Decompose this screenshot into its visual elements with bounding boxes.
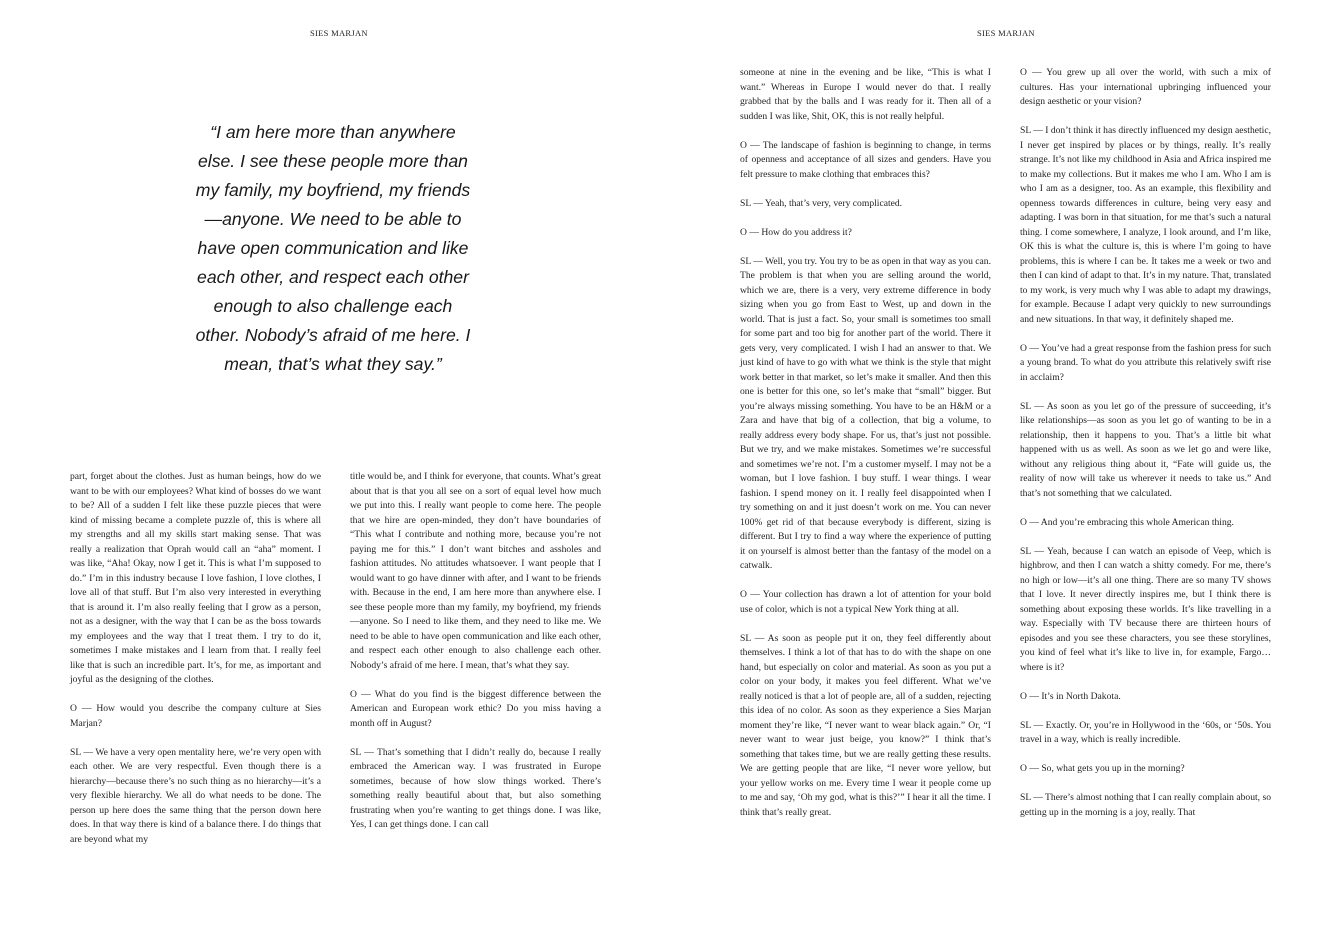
paragraph: O — How do you address it? xyxy=(740,226,852,238)
right-page xyxy=(670,0,1340,929)
running-head-right: SIES MARJAN xyxy=(977,28,1035,38)
paragraph: SL — As soon as people put it on, they feel differently about themselves. I think a lot of that has to do with the shape on one hand, but especially on color and material. As soon as you put a color on your body, it makes you feel different. What we’ve really noticed is that a lot of people are, all of a sudden, rejecting this idea of no color. As soon as they experience a Sies Marjan moment they’re like, “I never want to wear black again.” Or, “I never want to wear just beige, you know?” I think that’s something that takes time, but we are really getting these results. We are getting people that are like, “I never wore yellow, but your yellow works on me. Every time I wear it people come up to me and say, ‘Oh my god, what is this?’” I hear it all the time. I think that’s really great. xyxy=(740,632,991,818)
paragraph: O — So, what gets you up in the morning? xyxy=(1020,763,1185,774)
paragraph: SL — Well, you try. You try to be as open in that way as you can. The problem is that when you are selling around the world, which we are, there is a very, very extreme difference in body sizing when you go from East to West, up and down in the world. That is just a fact. So, your small is sometimes too small for some part and too big for another part of the world. There it gets very, very complicated. I wish I had an answer to that. We just kind of have to go with what we think is the style that might work better in that market, so let’s make it smaller. And then this one is better for this one, so let’s make that “small” bigger. But you’re always missing something. You have to be an H&M or a Zara and have that big of a collection, that big a volume, to really address every body shape. For us, that’s just not possible. But we try, and we make mistakes. Sometimes we’re successful and sometimes we’re not. I’m a customer myself. I may not be a woman, but I love fashion. I buy stuff. I wear things. I wear fashion. I spend money on it. I really feel disappointed when I try something on and it just doesn’t work on me. You can never 100% get rid of that because everybody is different, sizing is different. But I try to find a way where the experience of putting it on yourself is almost better than the fantasy of the model on a catwalk. xyxy=(740,255,991,571)
left-column-2 xyxy=(350,470,601,833)
left-column-1 xyxy=(70,470,321,847)
paragraph: SL — Exactly. Or, you’re in Hollywood in the ‘60s, or ‘50s. You travel in a way, which is really incredible. xyxy=(1020,719,1271,745)
paragraph: O — Your collection has drawn a lot of attention for your bold use of color, which is not a typical New York thing at all. xyxy=(740,589,991,615)
paragraph: O — And you’re embracing this whole American thing. xyxy=(1020,516,1234,528)
paragraph: SL — There’s almost nothing that I can really complain about, so getting up in the morning is a joy, really. That xyxy=(1020,792,1271,818)
paragraph: O — You grew up all over the world, with such a mix of cultures. Has your international upbringing influenced your design aesthetic or your vision? xyxy=(1020,67,1271,107)
paragraph: SL — Yeah, because I can watch an episode of Veep, which is highbrow, and then I can watch a shitty comedy. For me, there’s no high or low—it’s all one thing. There are so many TV shows that I love. It never directly inspires me, but I think there is something about exposing these worlds. It’s like travelling in a way. Especially with TV because there are thirteen hours of episodes and you see these characters, you see these storylines, you kind of feel what it’s like to live in, for example, Fargo…where is it? xyxy=(1020,545,1271,673)
paragraph: SL — Yeah, that’s very, very complicated. xyxy=(740,197,903,209)
paragraph: O — How would you describe the company culture at Sies Marjan? xyxy=(70,703,321,729)
paragraph: SL — As soon as you let go of the pressure of succeeding, it’s like relationships—as soon as you let go of wanting to be in a relationship, then it happens to you. That’s a little bit what happened with us as well. As soon as we let go and were like, without any religious thing about it, “Fate will guide us, the reality of now will take us wherever it needs to take us.” And that’s not something that we calculated. xyxy=(1020,400,1271,499)
paragraph: O — What do you find is the biggest difference between the American and European work ethic? Do you miss having a month off in August? xyxy=(350,688,601,729)
paragraph: O — The landscape of fashion is beginning to change, in terms of openness and acceptance of all sizes and genders. Have you felt pressure to make clothing that embraces this? xyxy=(740,139,991,180)
pull-quote: “I am here more than anywhere else. I see these people more than my family, my boyfriend, my friends—anyone. We need to be able to have open communication and like each other, and respect each other enough to also challenge each other. Nobody’s afraid of me here. I mean, that’s what they say.” xyxy=(195,122,471,374)
paragraph: title would be, and I think for everyone, that counts. What’s great about that is that you all see on a sort of equal level how much we put into this. I really want people to come here. The people that we hire are open-minded, they don’t have boundaries of “This what I contribute and nothing more, because you’re not paying me for this.” I don’t want bitches and assholes and fashion attitudes. No attitudes whatsoever. I want people that I would want to go have dinner with after, and I want to be friends with. Because in the end, I am here more than anywhere else. I see these people more than my family, my boyfriend, my friends—anyone. So I need to like them, and they need to like me. We need to be able to have open communication and like each other, and respect each other enough to also challenge each other. Nobody’s afraid of me here. I mean, that’s what they say. xyxy=(350,471,601,671)
right-column-1 xyxy=(740,66,991,820)
paragraph: part, forget about the clothes. Just as human beings, how do we want to be with our employees? What kind of bosses do we want to be? All of a sudden I felt like these puzzle pieces that were kind of missing became a complete puzzle of, this is where all my strengths and all my skills start making sense. That was really a realization that Oprah would call an “aha” moment. I was like, “Aha! Okay, now I get it. This is what I’m supposed to do.” I’m in this industry because I love fashion, I love clothes, I love all of that stuff. But I’m also very interested in everything that is around it. I’m also really feeling that I grow as a person, not as a designer, with the way that I can be as the boss towards my employees and the way that I treat them. I try to do it, sometimes I make mistakes and I learn from that. I really feel like that is such an incredible part. It’s, for me, as important and joyful as the designing of the clothes. xyxy=(70,471,321,685)
paragraph: SL — We have a very open mentality here, we’re very open with each other. We are very respectful. Even though there is a hierarchy—because there’s no such thing as no hierarchy—it’s a very flexible hierarchy. We all do what needs to be done. The person up here does the same thing that the person down here does. In that way there is kind of a balance there. I do things that are beyond what my xyxy=(70,746,321,845)
paragraph: someone at nine in the evening and be like, “This is what I want.” Whereas in Europe I would never do that. I really grabbed that by the balls and I was ready for it. Then all of a sudden I was like, Shit, OK, this is not really helpful. xyxy=(740,67,991,122)
paragraph: SL — That’s something that I didn’t really do, because I really embraced the American way. I was frustrated in Europe sometimes, because of how slow things worked. There’s something really beautiful about that, but also something frustrating when you’re wanting to get things done. I was like, Yes, I can get things done. I can call xyxy=(350,746,601,830)
right-column-2 xyxy=(1020,66,1271,820)
paragraph: O — You’ve had a great response from the fashion press for such a young brand. To what do you attribute this relatively swift rise in acclaim? xyxy=(1020,342,1271,383)
running-head-left: SIES MARJAN xyxy=(310,28,368,38)
paragraph: SL — I don’t think it has directly influenced my design aesthetic, I never get inspired by places or by things, really. It’s really strange. It’s not like my childhood in Asia and Africa inspired me to make my collections. But it makes me who I am. Who I am is who I am as a designer, too. As an example, this flexibility and openness towards differences in culture, being very easy and adapting. I was born in that situation, for me that’s such a natural thing. I come somewhere, I analyze, I look around, and I’m like, OK this is what the culture is, this is where I’m going to have problems, this is where I can be. It takes me a week or two and then I can kind of adapt to that. It’s in my nature. That, translated to my work, is very much why I was able to adapt my drawings, for example. Because I adapt very quickly to new surroundings and new situations. In that way, it definitely shaped me. xyxy=(1020,125,1271,325)
paragraph: O — It’s in North Dakota. xyxy=(1020,690,1121,702)
